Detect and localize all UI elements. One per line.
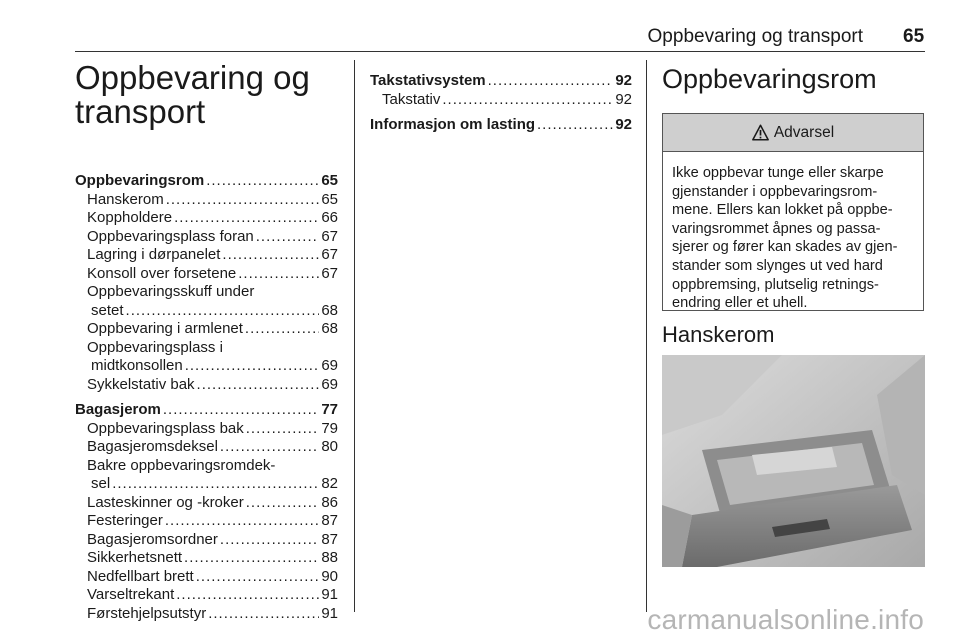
toc-entry-konsoll-forsetene[interactable] — [75, 265, 338, 284]
toc-entry-lasteskinner[interactable] — [75, 494, 338, 513]
toc-entry-bagasjeromsordner[interactable] — [75, 531, 338, 550]
toc-entry-informasjon-lasting[interactable] — [370, 116, 632, 135]
toc-label: Informasjon om lasting — [370, 116, 536, 133]
header-rule — [75, 51, 925, 52]
toc-label: Lagring i dørpanelet — [87, 246, 221, 263]
toc-label: Lasteskinner og -kroker — [87, 493, 244, 511]
toc-page: 92 — [615, 116, 632, 133]
warning-line: gjenstander i oppbevaringsrom- — [672, 183, 878, 200]
toc-page: 92 — [615, 72, 632, 89]
toc-entry-koppholdere[interactable] — [75, 209, 338, 228]
column-divider-right — [646, 60, 647, 612]
toc-entry-armlenet[interactable] — [75, 320, 338, 339]
toc-column-2 — [370, 72, 632, 135]
toc-entry-lagring-dorpanelet[interactable] — [75, 246, 338, 265]
page-number: 65 — [903, 26, 925, 47]
toc-column-1 — [75, 172, 338, 623]
toc-page: 86 — [321, 493, 338, 511]
toc-label: Nedfellbart brett — [87, 567, 194, 585]
toc-entry-forstehjelpsutstyr[interactable] — [75, 605, 338, 624]
toc-entry-varseltrekant[interactable] — [75, 586, 338, 605]
toc-label: Varseltrekant — [87, 586, 175, 603]
toc-label: Sikkerhetsnett — [87, 549, 183, 566]
warning-line: varingsrommet åpnes og passa- — [672, 220, 881, 237]
toc-label: Koppholdere — [87, 209, 173, 226]
toc-label: Sykkelstativ bak — [87, 375, 195, 393]
toc-page: 66 — [321, 209, 338, 226]
chapter-title-line2: transport — [75, 93, 206, 130]
toc-page: 68 — [321, 320, 338, 337]
toc-page: 88 — [321, 549, 338, 566]
toc-entry-oppbevaringsskuff-line1[interactable]: Oppbevaringsskuff under — [87, 283, 255, 300]
warning-line: sjerer og fører kan skades av gjen- — [672, 239, 898, 256]
chapter-title — [75, 61, 345, 129]
warning-line: endring eller et uhell. — [672, 295, 808, 312]
toc-label: Hanskerom — [87, 190, 164, 208]
column-divider-left — [354, 60, 355, 612]
toc-label: Takstativ — [382, 90, 441, 108]
toc-entry-bagasjerom[interactable] — [75, 401, 338, 420]
toc-page: 67 — [321, 227, 338, 245]
toc-label: Bagasjeromsdeksel — [87, 438, 218, 455]
toc-page: 87 — [321, 512, 338, 529]
warning-line: mene. Ellers kan lokket på oppbe- — [672, 202, 893, 219]
toc-entry-oppbevaringsplass-foran[interactable] — [75, 228, 338, 247]
toc-entry-takstativ[interactable] — [370, 91, 632, 110]
toc-label: sel — [91, 475, 111, 492]
warning-line: stander som slynges ut ved hard — [672, 257, 883, 274]
warning-heading: Advarsel — [773, 123, 835, 141]
toc-entry-oppbevaringsplass-bak[interactable] — [75, 420, 338, 439]
chapter-title-line1: Oppbevaring og — [75, 59, 310, 96]
toc-label: Oppbevaringsplass foran — [87, 227, 254, 245]
toc-page: 68 — [321, 301, 338, 319]
toc-page: 91 — [321, 586, 338, 603]
warning-line: Ikke oppbevar tunge eller skarpe — [672, 165, 884, 181]
toc-entry-oppbevaringsrom[interactable] — [75, 172, 338, 191]
toc-label: Oppbevaringsrom — [75, 172, 205, 189]
toc-page: 65 — [321, 190, 338, 208]
toc-entry-midtkonsollen[interactable] — [75, 357, 338, 376]
section-title: Oppbevaringsrom — [662, 64, 877, 94]
warning-line: oppbremsing, plutselig retnings- — [672, 276, 879, 293]
toc-label: Oppbevaring i armlenet — [87, 320, 243, 337]
header-title: Oppbevaring og transport — [647, 26, 863, 47]
toc-page: 79 — [321, 419, 338, 437]
toc-entry-oppbevaringsskuff[interactable] — [75, 302, 338, 321]
toc-label: Førstehjelpsutstyr — [87, 604, 207, 622]
toc-label: Oppbevaringsplass bak — [87, 419, 244, 437]
toc-label: Festeringer — [87, 512, 163, 529]
toc-entry-bakre-oppbevaringsromdeksel[interactable] — [75, 475, 338, 494]
toc-label: Konsoll over forsetene — [87, 264, 237, 282]
toc-page: 69 — [321, 375, 338, 393]
toc-label: Bagasjerom — [75, 401, 161, 418]
toc-page: 87 — [321, 530, 338, 548]
toc-page: 90 — [321, 567, 338, 585]
toc-page: 67 — [321, 246, 338, 263]
toc-entry-midtkonsollen-line1[interactable]: Oppbevaringsplass i — [87, 338, 223, 356]
toc-label: Bagasjeromsordner — [87, 530, 218, 548]
subsection-title: Hanskerom — [662, 322, 775, 347]
toc-page: 69 — [321, 357, 338, 374]
toc-page: 82 — [321, 475, 338, 492]
warning-header — [663, 114, 923, 152]
toc-entry-nedfellbart-brett[interactable] — [75, 568, 338, 587]
toc-label: setet — [91, 301, 124, 319]
toc-page: 92 — [615, 90, 632, 108]
toc-page: 65 — [321, 172, 338, 189]
glovebox-photo — [662, 355, 925, 567]
toc-label: midtkonsollen — [91, 357, 183, 374]
toc-entry-takstativsystem[interactable] — [370, 72, 632, 91]
toc-entry-bagasjeromsdeksel[interactable] — [75, 438, 338, 457]
warning-triangle-icon — [752, 124, 769, 141]
toc-entry-hanskerom[interactable] — [75, 191, 338, 210]
toc-label: Takstativsystem — [370, 72, 486, 89]
warning-box — [662, 113, 924, 311]
toc-page: 80 — [321, 438, 338, 455]
toc-entry-festeringer[interactable] — [75, 512, 338, 531]
toc-page: 91 — [321, 604, 338, 622]
toc-page: 67 — [321, 264, 338, 282]
toc-entry-sykkelstativ[interactable] — [75, 376, 338, 395]
watermark: carmanualsonline.info — [647, 604, 924, 635]
toc-entry-bakre-oppbevaringsromdeksel-line1[interactable]: Bakre oppbevaringsromdek- — [87, 456, 276, 474]
toc-entry-sikkerhetsnett[interactable] — [75, 549, 338, 568]
toc-page: 77 — [321, 401, 338, 418]
warning-body — [663, 152, 923, 313]
